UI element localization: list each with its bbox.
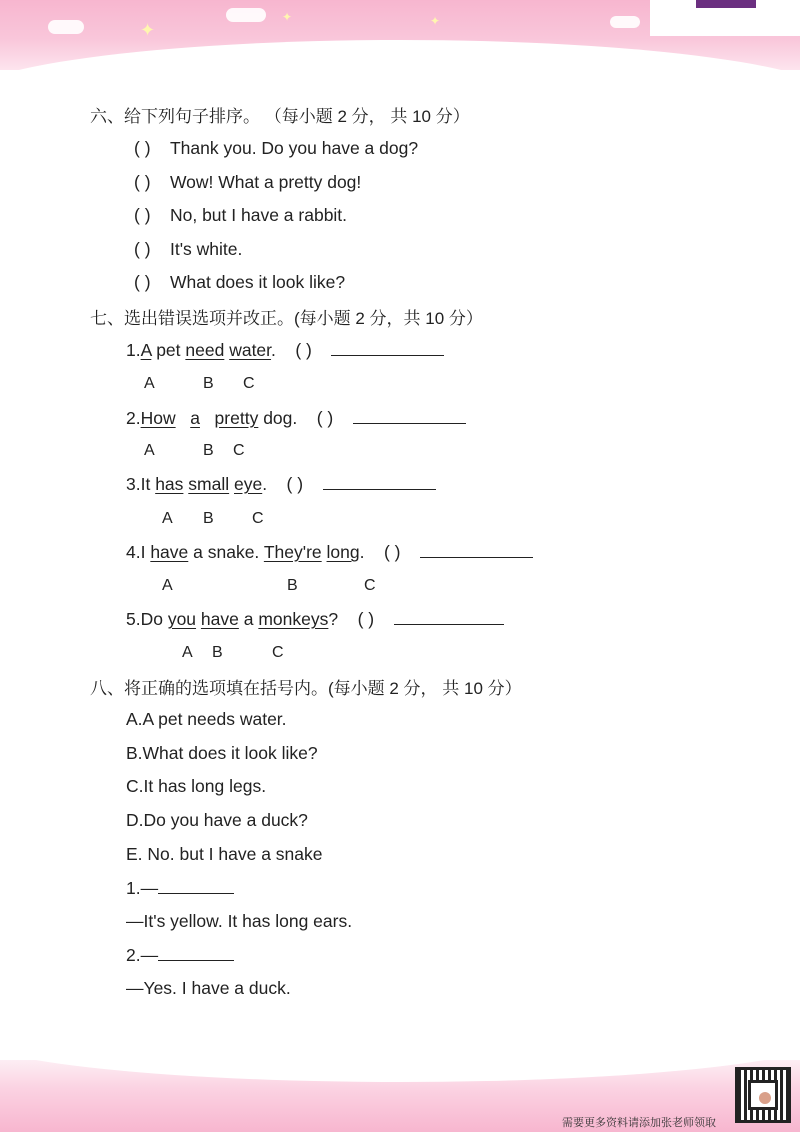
correction-blank[interactable] — [331, 339, 444, 356]
section6-heading: 六、给下列句子排序。 （每小题 2 分， 共 10 分） — [90, 107, 470, 126]
dialogue-2-prompt — [126, 944, 234, 966]
star-icon: ✦ — [282, 10, 293, 24]
dialogue-number: 2.— — [126, 945, 159, 965]
option-label-c: C — [233, 442, 245, 459]
answer-paren[interactable]: ( ) — [134, 205, 151, 225]
section8-heading: 八、将正确的选项填在括号内。(每小题 2 分， 共 10 分） — [90, 679, 522, 698]
option-c-word: monkeys — [258, 609, 329, 629]
question-number: 2. — [126, 408, 141, 428]
question-number: 3.It — [126, 474, 156, 494]
filler-text: . — [271, 340, 276, 360]
answer-paren[interactable]: ( ) — [357, 609, 375, 629]
section8-option: B.What does it look like? — [126, 743, 318, 763]
filler-text: pet — [151, 340, 186, 360]
qr-code — [735, 1067, 791, 1123]
option-label-a: A — [182, 644, 193, 661]
correction-blank[interactable] — [323, 473, 436, 490]
section6-item — [134, 271, 345, 293]
section7-question-5 — [126, 608, 504, 630]
dialogue-blank[interactable] — [158, 877, 234, 894]
star-icon: ✦ — [430, 14, 441, 28]
option-c-word: pretty — [214, 408, 259, 428]
filler-text: ? — [328, 609, 339, 629]
question-number: 1. — [126, 340, 141, 360]
answer-paren[interactable]: ( ) — [134, 239, 151, 259]
footer-note: 需要更多资料请添加张老师领取 — [562, 1116, 716, 1129]
option-label-c: C — [364, 577, 376, 594]
option-label-b: B — [203, 375, 214, 392]
cloud-decoration — [226, 8, 266, 22]
star-icon: ✦ — [140, 20, 156, 40]
section6-item — [134, 137, 418, 159]
option-b-word: small — [188, 474, 230, 494]
option-label-a: A — [162, 577, 173, 594]
answer-paren[interactable]: ( ) — [134, 272, 151, 292]
sentence-text: Thank you. Do you have a dog? — [169, 138, 419, 158]
section7-question-3 — [126, 473, 436, 495]
section6-item — [134, 238, 242, 260]
option-label-a: A — [162, 510, 173, 527]
option-label-a: A — [144, 442, 155, 459]
avatar — [759, 1092, 771, 1104]
section7-question-2 — [126, 407, 466, 429]
dialogue-2-reply: —Yes. I have a duck. — [126, 978, 291, 998]
option-a-word: has — [155, 474, 184, 494]
section7-question-1 — [126, 339, 444, 361]
cloud-decoration — [48, 20, 84, 34]
dialogue-1-prompt — [126, 877, 234, 899]
answer-paren[interactable]: ( ) — [295, 340, 312, 360]
option-a-word: have — [150, 542, 189, 562]
dialogue-1-reply: —It's yellow. It has long ears. — [126, 911, 353, 931]
correction-blank[interactable] — [394, 608, 504, 625]
sentence-text: What does it look like? — [169, 272, 346, 292]
option-label-a: A — [144, 375, 155, 392]
correction-blank[interactable] — [420, 541, 533, 558]
option-label-b: B — [212, 644, 223, 661]
option-label-b: B — [203, 442, 214, 459]
section6-item — [134, 204, 347, 226]
sentence-text: It's white. — [169, 239, 243, 259]
section8-option: C.It has long legs. — [126, 776, 267, 796]
answer-paren[interactable]: ( ) — [134, 172, 151, 192]
option-b-word: They're — [263, 542, 322, 562]
sentence-text: No, but I have a rabbit. — [169, 205, 348, 225]
filler-text: dog. — [258, 408, 298, 428]
answer-paren[interactable]: ( ) — [286, 474, 304, 494]
option-label-b: B — [287, 577, 298, 594]
option-label-c: C — [252, 510, 264, 527]
option-a-word: A — [140, 340, 152, 360]
dialogue-number: 1.— — [126, 878, 159, 898]
option-c-word: eye — [234, 474, 263, 494]
option-c-word: long — [326, 542, 360, 562]
sentence-text: Wow! What a pretty dog! — [169, 172, 362, 192]
corner-logo-mark — [696, 0, 756, 8]
answer-paren[interactable]: ( ) — [316, 408, 334, 428]
filler-text: a — [238, 609, 259, 629]
option-a-word: you — [167, 609, 197, 629]
section7-heading: 七、选出错误选项并改正。(每小题 2 分，共 10 分） — [90, 309, 483, 328]
filler-text: . — [262, 474, 268, 494]
option-a-word: How — [140, 408, 176, 428]
section8-option: A.A pet needs water. — [126, 709, 287, 729]
option-b-word: need — [185, 340, 225, 360]
filler-text: . — [359, 542, 365, 562]
answer-paren[interactable]: ( ) — [383, 542, 401, 562]
option-b-word: a — [190, 408, 200, 428]
filler-text: a snake. — [188, 542, 264, 562]
question-number: 4.I — [126, 542, 151, 562]
answer-paren[interactable]: ( ) — [134, 138, 151, 158]
section7-question-4 — [126, 541, 533, 563]
section8-option: D.Do you have a duck? — [126, 810, 308, 830]
section8-option: E. No. but I have a snake — [126, 844, 323, 864]
section6-item — [134, 171, 361, 193]
dialogue-blank[interactable] — [158, 944, 234, 961]
option-label-c: C — [272, 644, 284, 661]
option-label-b: B — [203, 510, 214, 527]
cloud-decoration — [610, 16, 640, 28]
correction-blank[interactable] — [353, 407, 466, 424]
option-label-c: C — [243, 375, 255, 392]
option-b-word: have — [200, 609, 239, 629]
option-c-word: water — [229, 340, 272, 360]
question-number: 5.Do — [126, 609, 168, 629]
